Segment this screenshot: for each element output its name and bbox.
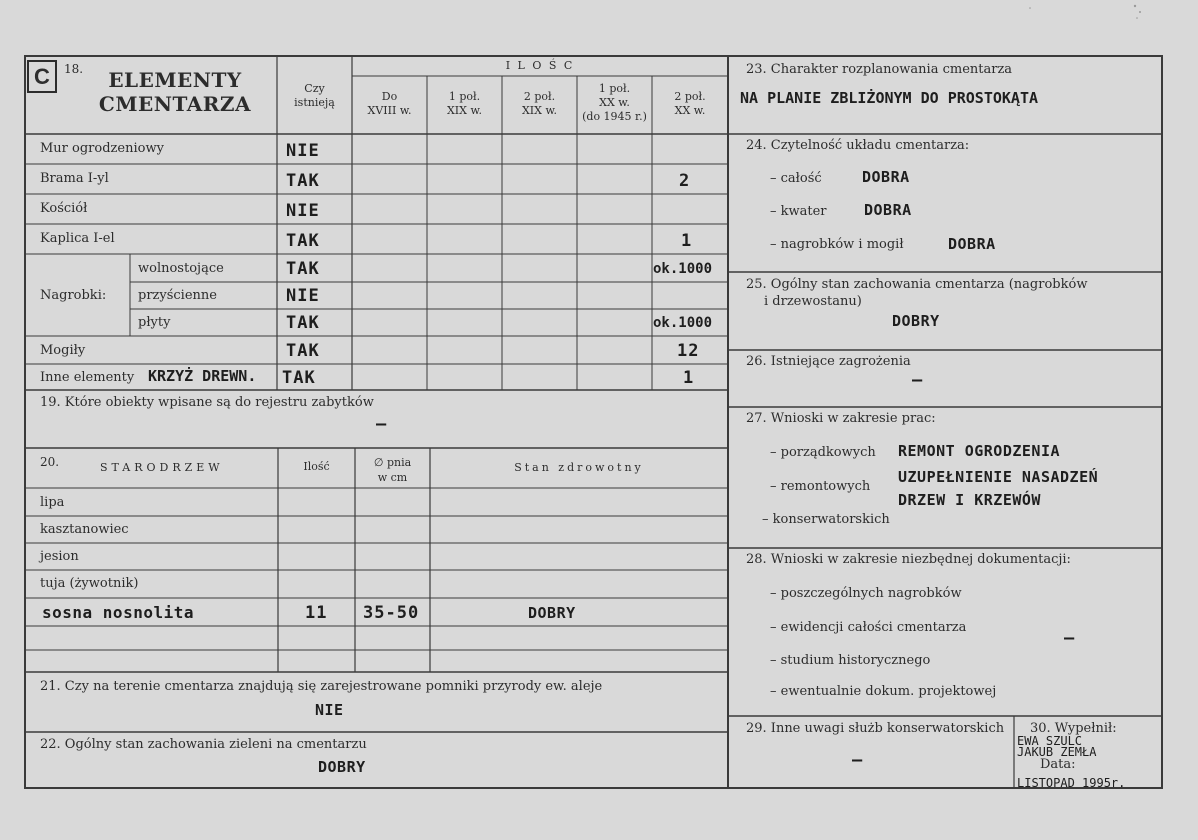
period-2-xix xyxy=(502,90,577,118)
q27-renovation-label: – remontowych xyxy=(770,479,871,494)
period-2-xx-l1: 2 poł. xyxy=(674,90,706,103)
exists-chapel: TAK xyxy=(286,231,320,251)
q28-item-design: – ewentualnie dokum. projektowej xyxy=(770,684,997,699)
section-title xyxy=(80,68,270,116)
count-chapel: 1 xyxy=(681,231,693,251)
q29-label: 29. Inne uwagi służb konserwatorskich xyxy=(746,721,1005,736)
row-label-gate: Brama I-yl xyxy=(40,171,109,186)
title-line-1: ELEMENTY xyxy=(108,68,242,92)
period-2-xx-l2: XX w. xyxy=(674,104,706,117)
q23-label: 23. Charakter rozplanowania cmentarza xyxy=(746,62,1013,77)
q20-number: 20. xyxy=(40,455,60,469)
period-1-xx-l2: XX w. xyxy=(599,96,630,109)
q26-answer: – xyxy=(912,370,924,390)
q27-renovation-answer-2: DRZEW I KRZEWÓW xyxy=(898,491,1041,509)
period-2-xix-l2: XIX w. xyxy=(521,104,558,117)
count-other: 1 xyxy=(683,368,695,388)
period-1-xix-l1: 1 poł. xyxy=(448,90,481,103)
exists-church: NIE xyxy=(286,201,320,221)
col-header-exists-line1: Czy xyxy=(304,82,325,95)
exists-gate: TAK xyxy=(286,171,320,191)
period-2-xx xyxy=(652,90,728,118)
exists-wall: NIE xyxy=(286,141,320,161)
title-line-2: CMENTARZA xyxy=(98,92,252,116)
exists-slabs: TAK xyxy=(286,313,320,333)
q30-label: 30. Wypełnił: xyxy=(1030,721,1117,736)
exists-wall-mounted: NIE xyxy=(286,286,320,306)
q27-conservation-label: – konserwatorskich xyxy=(762,512,890,527)
q20-col-diameter-l2: w cm xyxy=(377,471,408,484)
period-1-xx-l3: (do 1945 r.) xyxy=(582,110,647,123)
pine-count: 11 xyxy=(305,603,328,623)
q27-maintenance-answer: REMONT OGRODZENIA xyxy=(898,442,1061,460)
row-label-other: Inne elementy xyxy=(40,370,135,385)
q27-label: 27. Wnioski w zakresie prac: xyxy=(746,411,936,426)
q22-label: 22. Ogólny stan zachowania zieleni na cmentarzu xyxy=(40,737,367,752)
q30-date-label: Data: xyxy=(1040,757,1076,772)
q23-answer: NA PLANIE ZBLIŻONYM DO PROSTOKĄTA xyxy=(740,89,1039,107)
other-elements-value: KRZYŻ DREWN. xyxy=(148,367,257,385)
period-1-xx-l1: 1 poł. xyxy=(598,82,631,95)
q24-item-whole-label: – całość xyxy=(770,171,822,186)
row-label-graves: Mogiły xyxy=(40,343,86,358)
row-label-slabs: płyty xyxy=(138,315,171,330)
q19-answer: – xyxy=(376,414,388,434)
row-label-tombstones: Nagrobki: xyxy=(40,288,107,303)
pine-diameter: 35-50 xyxy=(363,603,420,623)
q30-filler-2: JAKUB ZEMŁA xyxy=(1017,745,1097,759)
q28-item-tombstones: – poszczególnych nagrobków xyxy=(770,586,962,601)
q24-item-quarters-label: – kwater xyxy=(770,204,827,219)
q20-col-diameter-l1: ∅ pnia xyxy=(373,456,412,469)
tree-row-thuja: tuja (żywotnik) xyxy=(40,576,139,591)
tree-row-ash: jesion xyxy=(40,549,79,564)
q25-label-line1: 25. Ogólny stan zachowania cmentarza (nagrobków xyxy=(746,277,1088,292)
pine-health: DOBRY xyxy=(528,604,576,622)
row-label-freestanding: wolnostojące xyxy=(138,261,224,276)
q30-date: LISTOPAD 1995r. xyxy=(1017,776,1126,790)
exists-freestanding: TAK xyxy=(286,259,320,279)
col-header-exists xyxy=(277,82,352,110)
q20-col-health: Stan zdrowotny xyxy=(514,461,644,474)
q28-item-history: – studium historycznego xyxy=(770,653,931,668)
q28-item-records: – ewidencji całości cmentarza xyxy=(770,620,967,635)
q20-title: STARODRZEW xyxy=(100,461,224,474)
q28-answer: – xyxy=(1064,628,1076,648)
q24-item-graves-answer: DOBRA xyxy=(948,235,996,253)
tree-row-chestnut: kasztanowiec xyxy=(40,522,129,537)
q27-maintenance-label: – porządkowych xyxy=(770,445,876,460)
period-xviii-l2: XVIII w. xyxy=(367,104,412,117)
q25-label-line2: i drzewostanu) xyxy=(764,294,862,309)
exists-graves: TAK xyxy=(286,341,320,361)
q19-label: 19. Które obiekty wpisane są do rejestru zabytków xyxy=(40,395,374,410)
tree-row-linden: lipa xyxy=(40,495,65,510)
section-letter-box: C xyxy=(27,60,57,93)
q21-label: 21. Czy na terenie cmentarza znajdują się zarejestrowane pomniki przyrody ew. aleje xyxy=(40,679,603,694)
q21-answer: NIE xyxy=(315,701,344,719)
period-xviii xyxy=(352,90,427,118)
q24-item-graves-label: – nagrobków i mogił xyxy=(770,237,904,252)
row-label-wall: Mur ogrodzeniowy xyxy=(40,141,164,156)
q29-answer: – xyxy=(852,750,864,770)
count-graves: 12 xyxy=(677,341,700,361)
exists-other: TAK xyxy=(282,368,316,388)
q28-label: 28. Wnioski w zakresie niezbędnej dokumentacji: xyxy=(746,552,1071,567)
section-number: 18. xyxy=(64,62,84,76)
period-1-xix-l2: XIX w. xyxy=(446,104,483,117)
col-header-exists-line2: istnieją xyxy=(294,96,335,109)
period-xviii-l1: Do xyxy=(381,90,398,103)
q25-answer: DOBRY xyxy=(892,312,940,330)
row-label-wall-mounted: przyścienne xyxy=(138,288,217,303)
q24-label: 24. Czytelność układu cmentarza: xyxy=(746,138,970,153)
row-label-chapel: Kaplica I-el xyxy=(40,231,115,246)
q30-filler-1: EWA SZULC xyxy=(1017,734,1083,748)
q27-renovation-answer-1: UZUPEŁNIENIE NASADZEŃ xyxy=(898,468,1099,486)
q24-item-whole-answer: DOBRA xyxy=(862,168,910,186)
tree-row-pine: sosna nosnolita xyxy=(42,603,194,622)
q26-label: 26. Istniejące zagrożenia xyxy=(746,354,911,369)
count-slabs: ok.1000 xyxy=(653,315,713,331)
row-label-church: Kościół xyxy=(40,201,88,216)
q20-col-diameter xyxy=(355,455,430,485)
period-1-xx xyxy=(577,82,652,124)
count-freestanding: ok.1000 xyxy=(653,261,713,277)
q24-item-quarters-answer: DOBRA xyxy=(864,201,912,219)
count-gate: 2 xyxy=(679,171,691,191)
q22-answer: DOBRY xyxy=(318,758,366,776)
period-2-xix-l1: 2 poł. xyxy=(523,90,556,103)
period-1-xix xyxy=(427,90,502,118)
q20-col-count: Ilość xyxy=(303,460,330,473)
col-header-quantity: I L O Ś C xyxy=(505,59,575,72)
